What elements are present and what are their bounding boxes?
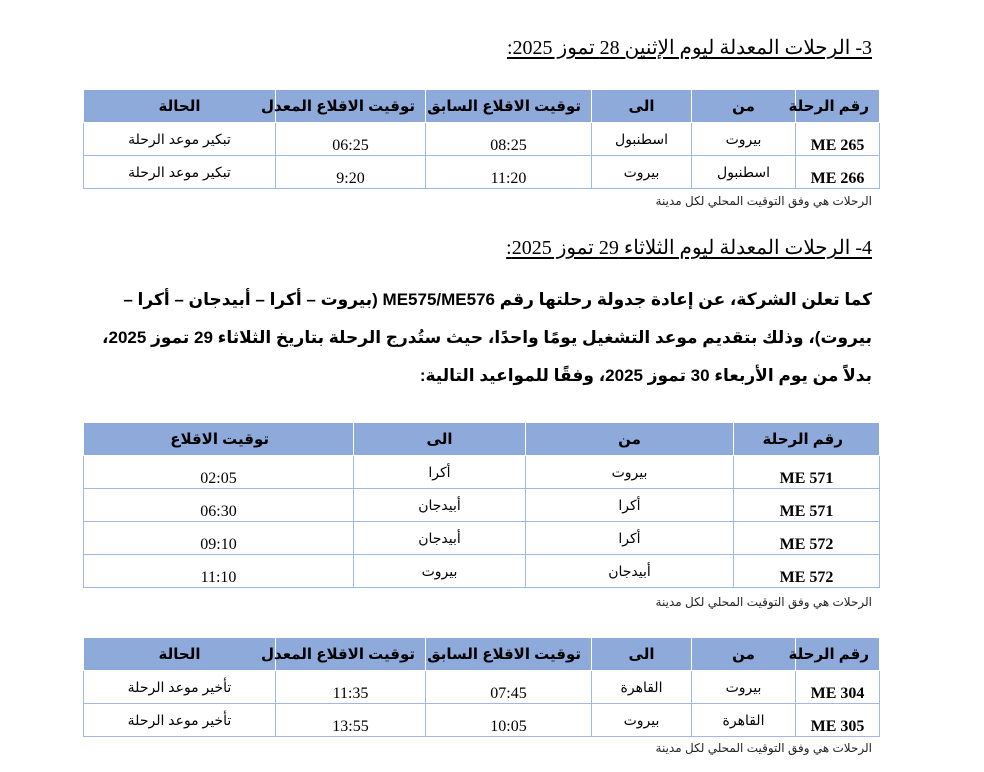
origin: اسطنبول	[692, 156, 796, 189]
destination: بيروت	[592, 156, 692, 189]
col-modified-departure: توقيت الاقلاع المعدل	[276, 90, 426, 123]
col-previous-departure: توقيت الاقلاع السابق	[426, 90, 592, 123]
reschedule-paragraph	[102, 281, 872, 395]
table-row	[84, 522, 880, 555]
col-from: من	[526, 423, 734, 456]
status: تأخير موعد الرحلة	[84, 671, 276, 704]
paragraph-line: بيروت)، وذلك بتقديم موعد التشغيل يومًا واحدًا، حيث ستُدرج الرحلة بتاريخ الثلاثاء 29 تموز 2025،	[102, 328, 872, 347]
col-from: من	[692, 90, 796, 123]
destination: اسطنبول	[592, 123, 692, 156]
col-modified-departure: توقيت الاقلاع المعدل	[276, 638, 426, 671]
col-previous-departure: توقيت الاقلاع السابق	[426, 638, 592, 671]
status: تبكير موعد الرحلة	[84, 123, 276, 156]
flight-number: ME 571	[734, 489, 880, 522]
modified-departure: 13:55	[276, 704, 426, 737]
destination: القاهرة	[592, 671, 692, 704]
col-to: الى	[592, 638, 692, 671]
col-from: من	[692, 638, 796, 671]
col-departure: توقيت الاقلاع	[84, 423, 354, 456]
modified-departure: 06:25	[276, 123, 426, 156]
departure-time: 09:10	[84, 522, 354, 555]
table-row	[84, 671, 880, 704]
destination: بيروت	[592, 704, 692, 737]
table-row	[84, 489, 880, 522]
flight-number: ME 265	[796, 123, 880, 156]
previous-departure: 07:45	[426, 671, 592, 704]
destination: أبيدجان	[354, 522, 526, 555]
col-flight-number: رقم الرحلة	[734, 423, 880, 456]
col-to: الى	[354, 423, 526, 456]
modified-departure: 11:35	[276, 671, 426, 704]
modified-departure: 9:20	[276, 156, 426, 189]
departure-time: 11:10	[84, 555, 354, 588]
previous-departure: 11:20	[426, 156, 592, 189]
departure-time: 06:30	[84, 489, 354, 522]
col-to: الى	[592, 90, 692, 123]
table-section3	[83, 89, 880, 189]
origin: القاهرة	[692, 704, 796, 737]
table-row	[84, 704, 880, 737]
origin: أكرا	[526, 522, 734, 555]
origin: أكرا	[526, 489, 734, 522]
departure-time: 02:05	[84, 456, 354, 489]
col-status: الحالة	[84, 638, 276, 671]
origin: أبيدجان	[526, 555, 734, 588]
paragraph-line: كما تعلن الشركة، عن إعادة جدولة رحلتها رقم ME575/ME576 (بيروت – أكرا – أبيدجان – أكرا –	[123, 290, 872, 309]
table-header-row	[84, 90, 880, 123]
col-flight-number: رقم الرحلة	[796, 90, 880, 123]
status: تأخير موعد الرحلة	[84, 704, 276, 737]
flight-number: ME 572	[734, 555, 880, 588]
paragraph-line: بدلاً من يوم الأربعاء 30 تموز 2025، وفقًا للمواعيد التالية:	[419, 366, 872, 385]
table-row	[84, 456, 880, 489]
origin: بيروت	[692, 123, 796, 156]
destination: أبيدجان	[354, 489, 526, 522]
timezone-note: الرحلات هي وفق التوقيت المحلي لكل مدينة	[655, 194, 872, 208]
section4-heading: 4- الرحلات المعدلة ليوم الثلاثاء 29 تموز 2025:	[506, 237, 872, 259]
section3-heading: 3- الرحلات المعدلة ليوم الإثنين 28 تموز 2025:	[506, 37, 872, 59]
flight-number: ME 304	[796, 671, 880, 704]
destination: بيروت	[354, 555, 526, 588]
timezone-note: الرحلات هي وفق التوقيت المحلي لكل مدينة	[655, 741, 872, 755]
flight-number: ME 305	[796, 704, 880, 737]
destination: أكرا	[354, 456, 526, 489]
table-header-row	[84, 423, 880, 456]
table-row	[84, 555, 880, 588]
flight-number: ME 266	[796, 156, 880, 189]
origin: بيروت	[526, 456, 734, 489]
previous-departure: 08:25	[426, 123, 592, 156]
status: تبكير موعد الرحلة	[84, 156, 276, 189]
table-delays	[83, 637, 880, 737]
previous-departure: 10:05	[426, 704, 592, 737]
col-status: الحالة	[84, 90, 276, 123]
origin: بيروت	[692, 671, 796, 704]
table-row	[84, 156, 880, 189]
table-header-row	[84, 638, 880, 671]
col-flight-number: رقم الرحلة	[796, 638, 880, 671]
timezone-note: الرحلات هي وفق التوقيت المحلي لكل مدينة	[655, 595, 872, 609]
flight-number: ME 571	[734, 456, 880, 489]
flight-number: ME 572	[734, 522, 880, 555]
table-row	[84, 123, 880, 156]
table-section4	[83, 422, 880, 588]
